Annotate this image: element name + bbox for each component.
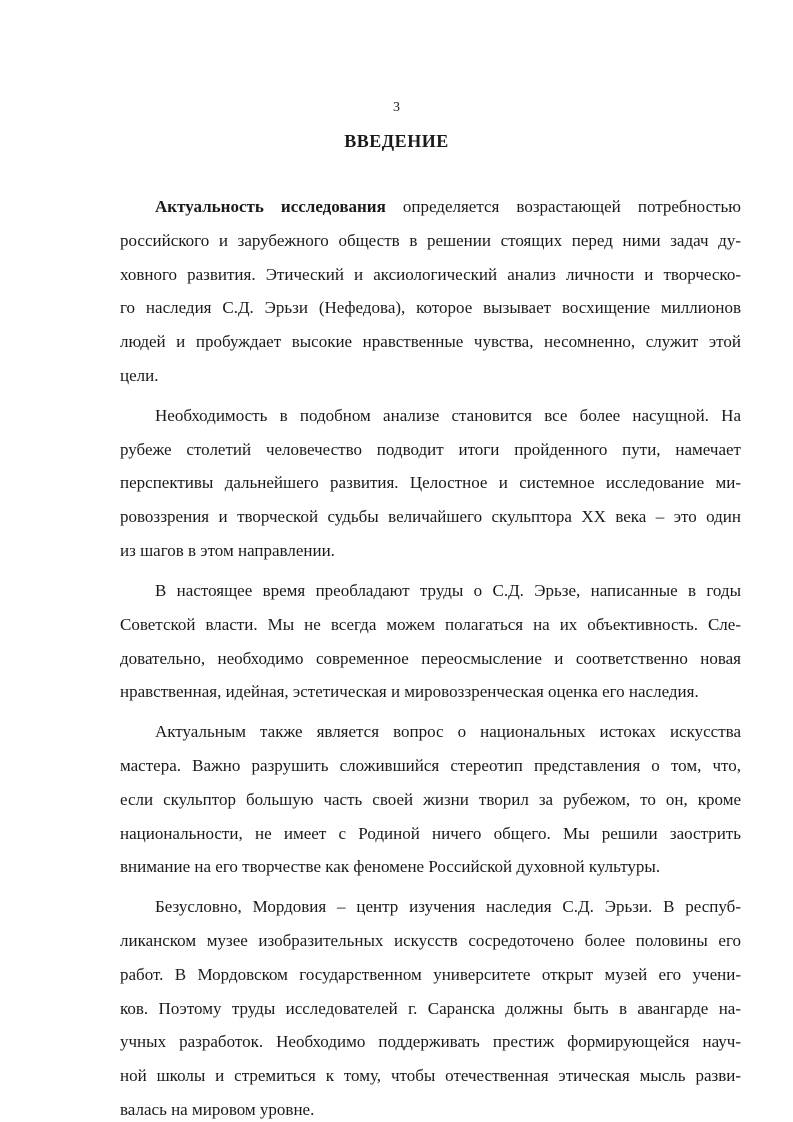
text-line: Советской власти. Мы не всегда можем полагаться на их объективность. Сле- xyxy=(120,615,741,634)
text-line: перспективы дальнейшего развития. Целостное и системное исследование ми- xyxy=(120,473,741,492)
text-line: из шагов в этом направлении. xyxy=(120,541,335,560)
text-line: цели. xyxy=(120,366,159,385)
text-line: ховного развития. Этический и аксиологический анализ личности и творческо- xyxy=(120,265,741,284)
text-line xyxy=(155,197,741,217)
text-line: мастера. Важно разрушить сложившийся стереотип представления о том, что, xyxy=(120,756,741,775)
text-line: национальности, не имеет с Родиной ничего общего. Мы решили заострить xyxy=(120,824,741,843)
text-line: валась на мировом уровне. xyxy=(120,1100,315,1119)
text-line: людей и пробуждает высокие нравственные чувства, несомненно, служит этой xyxy=(120,332,741,351)
text-line: го наследия С.Д. Эрьзи (Нефедова), которое вызывает восхищение миллионов xyxy=(120,298,741,317)
text-line: российского и зарубежного обществ в решении стоящих перед ними задач ду- xyxy=(120,231,741,250)
text-line: учных разработок. Необходимо поддерживать престиж формирующейся науч- xyxy=(120,1032,741,1051)
text-line: Необходимость в подобном анализе становится все более насущной. На xyxy=(155,406,741,425)
text-line: ной школы и стремиться к тому, чтобы отечественная этическая мысль разви- xyxy=(120,1066,741,1085)
page-number: 3 xyxy=(393,100,400,115)
text-line: рубеже столетий человечество подводит итоги пройденного пути, намечает xyxy=(120,440,741,459)
text-line: Актуальным также является вопрос о национальных истоках искусства xyxy=(155,722,741,741)
text-line: Безусловно, Мордовия – центр изучения наследия С.Д. Эрьзи. В респуб- xyxy=(155,897,741,916)
key-term: Актуальность исследования xyxy=(155,197,386,216)
text-line: В настоящее время преобладают труды о С.Д. Эрьзе, написанные в годы xyxy=(155,581,741,600)
text-segment: определяется возрастающей потребностью xyxy=(385,197,741,216)
text-line: нравственная, идейная, эстетическая и мировоззренческая оценка его наследия. xyxy=(120,682,699,701)
text-line: если скульптор большую часть своей жизни творил за рубежом, то он, кроме xyxy=(120,790,741,809)
text-line: довательно, необходимо современное переосмысление и соответственно новая xyxy=(120,649,741,668)
section-title: ВВЕДЕНИЕ xyxy=(344,131,449,151)
text-line: работ. В Мордовском государственном университете открыт музей его учени- xyxy=(120,965,741,984)
text-line: ков. Поэтому труды исследователей г. Саранска должны быть в авангарде на- xyxy=(120,999,741,1018)
text-line: ровоззрения и творческой судьбы величайшего скульптора XX века – это один xyxy=(120,507,741,526)
text-line: ликанском музее изобразительных искусств сосредоточено более половины его xyxy=(120,931,741,950)
text-line: внимание на его творчестве как феномене Российской духовной культуры. xyxy=(120,857,661,876)
